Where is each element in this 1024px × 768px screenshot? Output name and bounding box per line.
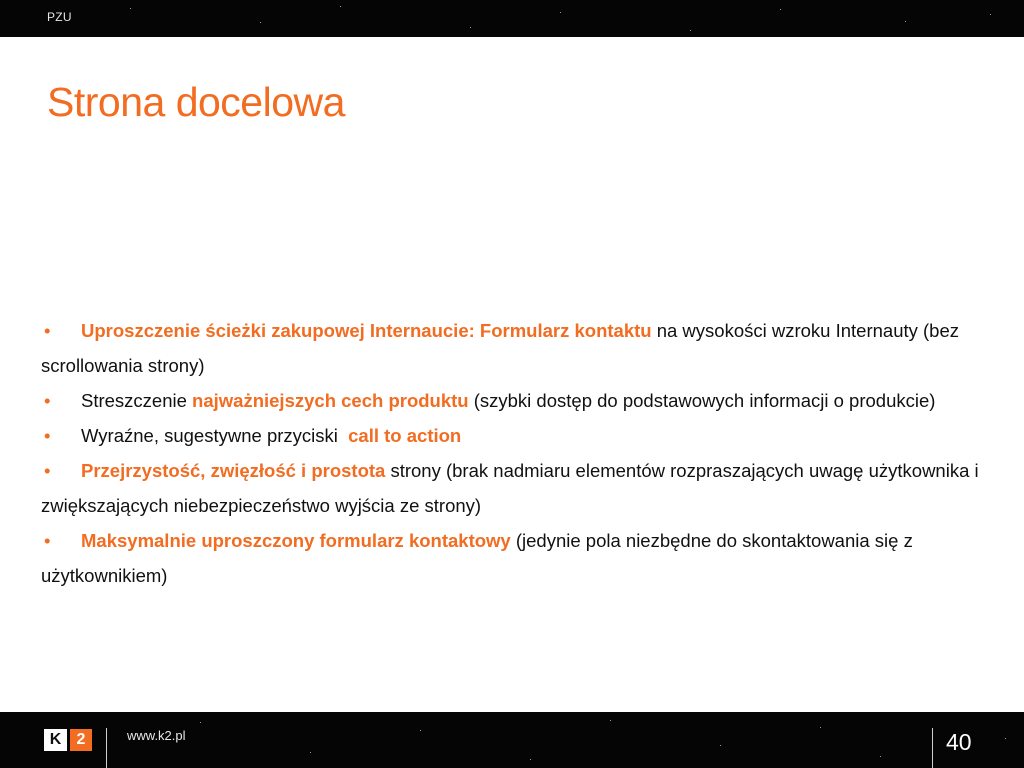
bullet-icon: • (44, 460, 51, 481)
bullet-text: Streszczenie (81, 390, 193, 411)
bullet-text: Wyraźne, sugestywne przyciski (81, 425, 349, 446)
bullet-highlight: call to action (348, 425, 462, 446)
bullet-item (41, 523, 991, 593)
bullet-icon: • (44, 320, 51, 341)
bullet-item (41, 383, 991, 418)
logo-digit-2: 2 (70, 729, 92, 751)
bullet-text: strony (brak nadmiaru elementów rozpraszających uwagę użytkownika i zwiększających niebezpieczeństwo wyjścia ze strony) (41, 460, 979, 516)
page-number: 40 (946, 729, 972, 755)
website-link[interactable]: www.k2.pl (127, 728, 186, 743)
bullet-icon: • (44, 530, 51, 551)
bullet-item (41, 453, 991, 523)
bullet-icon: • (44, 425, 51, 446)
header-label: PZU (47, 10, 72, 24)
footer-divider (106, 728, 107, 768)
bullet-highlight: Przejrzystość, zwięzłość i prostota (81, 460, 386, 481)
bullet-item (41, 313, 991, 383)
logo-letter-k: K (44, 729, 67, 751)
top-bar (0, 0, 1024, 37)
bullet-icon: • (44, 390, 51, 411)
bullet-highlight: Uproszczenie ścieżki zakupowej Internaucie: Formularz kontaktu (81, 320, 652, 341)
bullet-highlight: Maksymalnie uproszczony formularz kontaktowy (81, 530, 511, 551)
bullet-list (41, 313, 991, 593)
bullet-highlight: najważniejszych cech produktu (192, 390, 469, 411)
footer-divider (932, 728, 933, 768)
footer-bar (0, 712, 1024, 768)
bullet-text: na wysokości wzroku Internauty (bez scrollowania strony) (41, 320, 960, 376)
bullet-text: (jedynie pola niezbędne do skontaktowania się z użytkownikiem) (41, 530, 913, 586)
k2-logo[interactable] (44, 729, 92, 751)
slide-title: Strona docelowa (47, 79, 345, 125)
bullet-item (41, 418, 991, 453)
bullet-text: (szybki dostęp do podstawowych informacji o produkcie) (468, 390, 936, 411)
